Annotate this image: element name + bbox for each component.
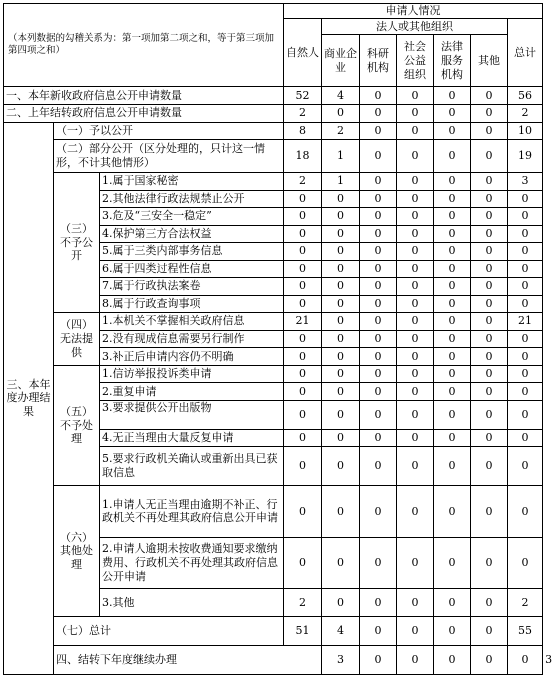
value-cell: 3 <box>508 172 543 190</box>
value-cell: 0 <box>434 140 471 173</box>
value-cell: 0 <box>434 400 471 429</box>
value-cell: 0 <box>471 447 508 486</box>
header-legal: 法人或其他组织 <box>322 19 508 34</box>
header-commercial: 商业企业 <box>322 34 360 87</box>
row-label: 8.属于行政查询事项 <box>100 295 284 313</box>
value-cell: 0 <box>434 190 471 208</box>
value-cell: 0 <box>322 400 360 429</box>
value-cell: 0 <box>434 365 471 383</box>
value-cell: 0 <box>360 208 397 226</box>
row-label: 5.要求行政机关确认或重新出具已获取信息 <box>100 447 284 486</box>
value-cell: 0 <box>508 429 543 447</box>
value-cell: 0 <box>471 104 508 122</box>
value-cell: 55 <box>508 617 543 646</box>
value-cell: 0 <box>360 104 397 122</box>
value-cell: 0 <box>434 537 471 589</box>
value-cell: 0 <box>360 589 397 617</box>
value-cell: 0 <box>508 645 543 674</box>
value-cell: 0 <box>508 537 543 589</box>
value-cell: 0 <box>434 330 471 348</box>
value-cell: 0 <box>322 589 360 617</box>
value-cell: 2 <box>284 589 322 617</box>
value-cell: 0 <box>434 313 471 331</box>
row-label: 二、上年结转政府信息公开申请数量 <box>4 104 284 122</box>
value-cell: 0 <box>471 260 508 278</box>
value-cell: 21 <box>284 313 322 331</box>
value-cell: 0 <box>471 295 508 313</box>
table-row <box>4 122 543 140</box>
row-label: 2.没有现成信息需要另行制作 <box>100 330 284 348</box>
value-cell: 0 <box>434 225 471 243</box>
value-cell: 0 <box>397 190 434 208</box>
value-cell: 3 <box>322 645 360 674</box>
row-label: 3.其他 <box>100 589 284 617</box>
value-cell: 0 <box>471 330 508 348</box>
value-cell: 0 <box>360 260 397 278</box>
value-cell: 0 <box>508 365 543 383</box>
value-cell: 56 <box>508 87 543 105</box>
value-cell: 0 <box>284 295 322 313</box>
row-label: 2.其他法律行政法规禁止公开 <box>100 190 284 208</box>
value-cell: 0 <box>434 278 471 296</box>
value-cell: 0 <box>284 486 322 538</box>
value-cell: 0 <box>360 295 397 313</box>
table-row <box>4 172 543 190</box>
value-cell: 0 <box>360 617 397 646</box>
value-cell: 0 <box>360 190 397 208</box>
value-cell: 0 <box>471 486 508 538</box>
value-cell: 0 <box>397 122 434 140</box>
value-cell: 0 <box>434 645 471 674</box>
value-cell: 0 <box>360 140 397 173</box>
value-cell: 0 <box>284 400 322 429</box>
value-cell: 18 <box>284 140 322 173</box>
value-cell: 0 <box>397 87 434 105</box>
value-cell: 2 <box>508 589 543 617</box>
value-cell: 0 <box>434 617 471 646</box>
value-cell: 0 <box>284 330 322 348</box>
value-cell: 21 <box>508 313 543 331</box>
table-row <box>4 140 543 173</box>
value-cell: 0 <box>397 617 434 646</box>
value-cell: 0 <box>434 348 471 366</box>
value-cell: 0 <box>397 208 434 226</box>
value-cell: 0 <box>508 447 543 486</box>
row-label: 2.重复申请 <box>100 383 284 401</box>
header-total: 总计 <box>508 19 543 87</box>
value-cell: 0 <box>471 589 508 617</box>
table-row <box>4 617 543 646</box>
value-cell: 0 <box>397 313 434 331</box>
value-cell: 0 <box>322 537 360 589</box>
value-cell: 0 <box>360 537 397 589</box>
value-cell: 2 <box>508 104 543 122</box>
value-cell: 0 <box>397 486 434 538</box>
value-cell: 0 <box>360 429 397 447</box>
value-cell: 0 <box>397 429 434 447</box>
value-cell: 0 <box>397 400 434 429</box>
value-cell: 0 <box>284 260 322 278</box>
value-cell: 0 <box>397 140 434 173</box>
value-cell: 0 <box>397 225 434 243</box>
table-row <box>4 486 543 538</box>
value-cell: 19 <box>508 140 543 173</box>
value-cell: 0 <box>397 348 434 366</box>
value-cell: 0 <box>471 225 508 243</box>
value-cell: 0 <box>322 208 360 226</box>
value-cell: 0 <box>360 313 397 331</box>
value-cell: 0 <box>284 383 322 401</box>
table-row: 四、结转下年度继续办理 3 0 0 0 0 0 3 <box>4 645 543 674</box>
group-label: （五）不予处理 <box>54 365 100 486</box>
value-cell: 52 <box>284 87 322 105</box>
value-cell: 0 <box>471 429 508 447</box>
table-row <box>4 104 543 122</box>
value-cell: 0 <box>397 260 434 278</box>
value-cell: 0 <box>284 208 322 226</box>
value-cell: 0 <box>434 243 471 261</box>
row-label: 6.属于四类过程性信息 <box>100 260 284 278</box>
value-cell: 0 <box>471 365 508 383</box>
value-cell: 0 <box>322 348 360 366</box>
value-cell: 0 <box>434 589 471 617</box>
value-cell: 0 <box>434 104 471 122</box>
info-disclosure-table <box>3 3 552 675</box>
value-cell: 0 <box>508 486 543 538</box>
value-cell: 51 <box>284 617 322 646</box>
value-cell: 0 <box>322 330 360 348</box>
row-label: 3.补正后申请内容仍不明确 <box>100 348 284 366</box>
header-natural: 自然人 <box>284 19 322 87</box>
value-cell: 0 <box>471 140 508 173</box>
row-label: 一、本年新收政府信息公开申请数量 <box>4 87 284 105</box>
value-cell: 1 <box>322 172 360 190</box>
value-cell: 0 <box>434 295 471 313</box>
value-cell: 0 <box>434 87 471 105</box>
value-cell: 10 <box>508 122 543 140</box>
value-cell: 0 <box>322 365 360 383</box>
row-label: 1.申请人无正当理由逾期不补正、行政机关不再处理其政府信息公开申请 <box>100 486 284 538</box>
header-research: 科研机构 <box>360 34 397 87</box>
value-cell: 0 <box>360 486 397 538</box>
value-cell: 0 <box>508 260 543 278</box>
value-cell: 0 <box>434 122 471 140</box>
value-cell: 0 <box>397 243 434 261</box>
value-cell: 0 <box>360 243 397 261</box>
value-cell: 0 <box>397 172 434 190</box>
value-cell: 0 <box>471 208 508 226</box>
row-label: 4.无正当理由大量反复申请 <box>100 429 284 447</box>
value-cell: 0 <box>397 330 434 348</box>
row-label: 2.申请人逾期未按收费通知要求缴纳费用、行政机关不再处理其政府信息公开申请 <box>100 537 284 589</box>
value-cell: 0 <box>322 295 360 313</box>
table-row <box>4 365 543 383</box>
row-label: 四、结转下年度继续办理 <box>54 645 322 674</box>
value-cell: 0 <box>434 172 471 190</box>
value-cell: 0 <box>434 383 471 401</box>
value-cell: 0 <box>397 104 434 122</box>
section-three-label: 三、本年度办理结果 <box>4 122 54 675</box>
row-label: 3.要求提供公开出版物 <box>100 400 284 429</box>
row-label: 4.保护第三方合法权益 <box>100 225 284 243</box>
value-cell: 0 <box>397 278 434 296</box>
row-label: （二）部分公开（区分处理的，只计这一情形，不计其他情形） <box>54 140 284 173</box>
value-cell: 0 <box>471 645 508 674</box>
value-cell: 0 <box>284 429 322 447</box>
value-cell: 0 <box>397 383 434 401</box>
value-cell: 0 <box>284 278 322 296</box>
value-cell: 0 <box>397 295 434 313</box>
value-cell: 0 <box>322 383 360 401</box>
value-cell: 0 <box>397 365 434 383</box>
value-cell: 0 <box>322 278 360 296</box>
value-cell: 0 <box>360 172 397 190</box>
value-cell: 0 <box>397 589 434 617</box>
value-cell: 0 <box>284 537 322 589</box>
row-label: 1.属于国家秘密 <box>100 172 284 190</box>
value-cell: 0 <box>360 330 397 348</box>
value-cell: 0 <box>322 243 360 261</box>
row-label: （一）予以公开 <box>54 122 284 140</box>
table-row <box>4 313 543 331</box>
value-cell: 0 <box>434 447 471 486</box>
value-cell: 0 <box>471 383 508 401</box>
value-cell: 0 <box>360 225 397 243</box>
value-cell: 0 <box>284 365 322 383</box>
value-cell: 0 <box>508 208 543 226</box>
value-cell: 0 <box>360 122 397 140</box>
value-cell: 0 <box>434 208 471 226</box>
value-cell: 0 <box>471 617 508 646</box>
header-applicant: 申请人情况 <box>284 4 543 19</box>
header-law: 法律服务机构 <box>434 34 471 87</box>
value-cell: 1 <box>322 140 360 173</box>
value-cell: 0 <box>322 447 360 486</box>
value-cell: 0 <box>508 243 543 261</box>
value-cell: 0 <box>397 645 434 674</box>
value-cell: 4 <box>322 87 360 105</box>
row-label: 1.本机关不掌握相关政府信息 <box>100 313 284 331</box>
group-label: （三）不予公开 <box>54 172 100 312</box>
value-cell: 0 <box>508 278 543 296</box>
table-row <box>4 87 543 105</box>
value-cell: 0 <box>322 486 360 538</box>
value-cell: 0 <box>360 447 397 486</box>
value-cell: 0 <box>471 348 508 366</box>
value-cell: 0 <box>322 260 360 278</box>
value-cell: 0 <box>471 122 508 140</box>
row-label: 1.信访举报投诉类申请 <box>100 365 284 383</box>
value-cell: 0 <box>284 348 322 366</box>
value-cell: 0 <box>360 400 397 429</box>
value-cell: 0 <box>397 447 434 486</box>
value-cell: 0 <box>360 87 397 105</box>
value-cell: 0 <box>471 190 508 208</box>
value-cell: 0 <box>508 330 543 348</box>
value-cell: 0 <box>434 429 471 447</box>
value-cell: 0 <box>508 225 543 243</box>
value-cell: 0 <box>508 348 543 366</box>
value-cell: 0 <box>360 348 397 366</box>
value-cell: 2 <box>322 122 360 140</box>
row-label: （七）总计 <box>54 617 284 646</box>
row-label: 5.属于三类内部事务信息 <box>100 243 284 261</box>
value-cell: 0 <box>322 429 360 447</box>
row-label: 7.属于行政执法案卷 <box>100 278 284 296</box>
value-cell: 0 <box>508 400 543 429</box>
value-cell: 0 <box>471 278 508 296</box>
value-cell: 0 <box>284 190 322 208</box>
header-other: 其他 <box>471 34 508 87</box>
value-cell: 4 <box>322 617 360 646</box>
value-cell: 0 <box>471 537 508 589</box>
value-cell: 0 <box>471 172 508 190</box>
group-label: （四）无法提供 <box>54 313 100 366</box>
value-cell: 0 <box>322 104 360 122</box>
value-cell: 0 <box>508 295 543 313</box>
header-social: 社会公益组织 <box>397 34 434 87</box>
value-cell: 0 <box>471 400 508 429</box>
value-cell: 0 <box>360 365 397 383</box>
row-label: 3.危及“三安全一稳定” <box>100 208 284 226</box>
value-cell: 0 <box>360 383 397 401</box>
value-cell: 0 <box>322 190 360 208</box>
value-cell: 2 <box>284 104 322 122</box>
value-cell: 0 <box>322 313 360 331</box>
value-cell: 0 <box>322 225 360 243</box>
value-cell: 0 <box>508 190 543 208</box>
value-cell: 0 <box>471 313 508 331</box>
value-cell: 0 <box>508 383 543 401</box>
value-cell: 0 <box>360 278 397 296</box>
value-cell: 0 <box>397 537 434 589</box>
value-cell: 0 <box>434 486 471 538</box>
value-cell: 0 <box>360 645 397 674</box>
value-cell: 0 <box>284 225 322 243</box>
value-cell: 8 <box>284 122 322 140</box>
value-cell: 0 <box>284 243 322 261</box>
value-cell: 0 <box>284 447 322 486</box>
header-note: （本列数据的勾稽关系为：第一项加第二项之和，等于第三项加第四项之和） <box>4 4 284 87</box>
value-cell: 0 <box>471 87 508 105</box>
value-cell: 0 <box>471 243 508 261</box>
value-cell: 0 <box>434 260 471 278</box>
value-cell: 2 <box>284 172 322 190</box>
group-label: （六）其他处理 <box>54 486 100 617</box>
